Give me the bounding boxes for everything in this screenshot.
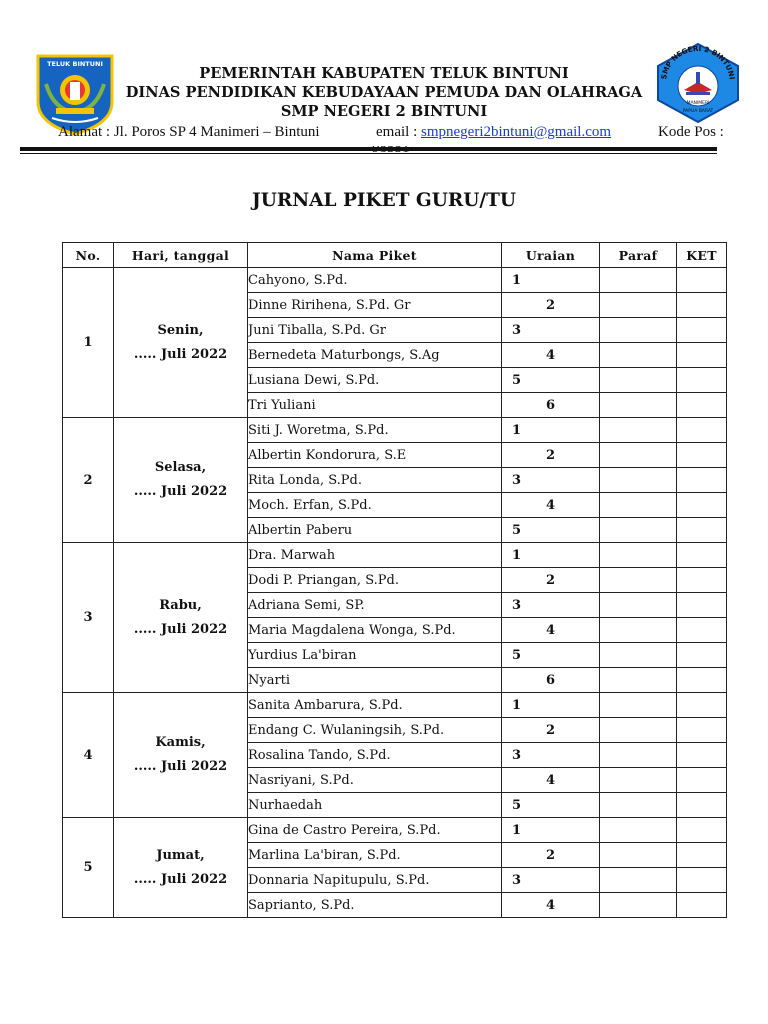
paraf-cell[interactable] — [600, 518, 677, 543]
smp-negeri-2-bintuni-seal — [654, 42, 742, 124]
uraian-cell: 1 — [502, 418, 600, 443]
row-number: 1 — [63, 268, 114, 418]
uraian-cell: 4 — [502, 493, 600, 518]
duty-name-cell: Marlina La'biran, S.Pd. — [248, 843, 502, 868]
uraian-cell: 3 — [502, 743, 600, 768]
paraf-cell[interactable] — [600, 893, 677, 918]
duty-name-cell: Juni Tiballa, S.Pd. Gr — [248, 318, 502, 343]
duty-name-cell: Donnaria Napitupulu, S.Pd. — [248, 868, 502, 893]
uraian-cell: 4 — [502, 768, 600, 793]
address-line — [58, 124, 738, 142]
duty-name-cell: Siti J. Woretma, S.Pd. — [248, 418, 502, 443]
day-date-cell — [114, 818, 248, 918]
uraian-cell: 6 — [502, 668, 600, 693]
paraf-cell[interactable] — [600, 593, 677, 618]
paraf-cell[interactable] — [600, 668, 677, 693]
ket-cell[interactable] — [677, 368, 727, 393]
day-name-text: Jumat — [156, 847, 201, 863]
duty-name-cell: Sanita Ambarura, S.Pd. — [248, 693, 502, 718]
ket-cell[interactable] — [677, 743, 727, 768]
paraf-cell[interactable] — [600, 793, 677, 818]
duty-name-cell: Nyarti — [248, 668, 502, 693]
duty-journal-table — [62, 242, 727, 918]
paraf-cell[interactable] — [600, 268, 677, 293]
ket-cell[interactable] — [677, 693, 727, 718]
paraf-cell[interactable] — [600, 818, 677, 843]
day-name: Senin, — [157, 322, 204, 338]
postcode-label: Kode Pos : — [658, 124, 724, 140]
day-name-text: Senin — [157, 322, 199, 338]
day-date-cell — [114, 268, 248, 418]
uraian-cell: 5 — [502, 793, 600, 818]
uraian-cell: 3 — [502, 468, 600, 493]
paraf-cell[interactable] — [600, 493, 677, 518]
paraf-cell[interactable] — [600, 543, 677, 568]
paraf-cell[interactable] — [600, 868, 677, 893]
duty-name-cell: Rosalina Tando, S.Pd. — [248, 743, 502, 768]
table-header-row — [63, 243, 727, 268]
ket-cell[interactable] — [677, 443, 727, 468]
email-link[interactable]: smpnegeri2bintuni@gmail.com — [421, 124, 612, 140]
table-row — [63, 693, 727, 718]
paraf-cell[interactable] — [600, 718, 677, 743]
duty-name-cell: Albertin Paberu — [248, 518, 502, 543]
duty-name-cell: Cahyono, S.Pd. — [248, 268, 502, 293]
header-paraf: Paraf — [600, 243, 677, 268]
paraf-cell[interactable] — [600, 568, 677, 593]
ket-cell[interactable] — [677, 568, 727, 593]
uraian-cell: 2 — [502, 568, 600, 593]
address-text: Alamat : Jl. Poros SP 4 Manimeri – Bintuni — [58, 124, 320, 140]
ket-cell[interactable] — [677, 593, 727, 618]
ket-cell[interactable] — [677, 818, 727, 843]
paraf-cell[interactable] — [600, 618, 677, 643]
duty-name-cell: Moch. Erfan, S.Pd. — [248, 493, 502, 518]
ket-cell[interactable] — [677, 768, 727, 793]
ket-cell[interactable] — [677, 518, 727, 543]
duty-name-cell: Saprianto, S.Pd. — [248, 893, 502, 918]
date-text: ..... Juli 2022 — [133, 484, 228, 499]
table-row — [63, 543, 727, 568]
row-number: 5 — [63, 818, 114, 918]
letterhead-rule-thick — [20, 147, 717, 151]
ket-cell[interactable] — [677, 393, 727, 418]
uraian-cell: 3 — [502, 318, 600, 343]
date-text: ..... Juli 2022 — [133, 759, 228, 774]
uraian-cell: 3 — [502, 868, 600, 893]
uraian-cell: 1 — [502, 818, 600, 843]
duty-name-cell: Lusiana Dewi, S.Pd. — [248, 368, 502, 393]
table-row — [63, 268, 727, 293]
day-name-text: Rabu — [159, 597, 198, 613]
right-logo-ring-text: SMP NEGERI 2 BINTUNI — [659, 43, 737, 81]
ket-cell[interactable] — [677, 793, 727, 818]
paraf-cell[interactable] — [600, 393, 677, 418]
duty-name-cell: Endang C. Wulaningsih, S.Pd. — [248, 718, 502, 743]
paraf-cell[interactable] — [600, 843, 677, 868]
uraian-cell: 2 — [502, 718, 600, 743]
uraian-cell: 2 — [502, 293, 600, 318]
document-title: JURNAL PIKET GURU/TU — [251, 190, 517, 211]
duty-name-cell: Dinne Ririhena, S.Pd. Gr — [248, 293, 502, 318]
letterhead — [110, 64, 658, 121]
day-date-cell — [114, 543, 248, 693]
ket-cell[interactable] — [677, 343, 727, 368]
ket-cell[interactable] — [677, 668, 727, 693]
ket-cell[interactable] — [677, 643, 727, 668]
ket-cell[interactable] — [677, 418, 727, 443]
day-name: Jumat, — [156, 847, 205, 863]
paraf-cell[interactable] — [600, 743, 677, 768]
ket-cell[interactable] — [677, 868, 727, 893]
ket-cell[interactable] — [677, 318, 727, 343]
uraian-cell: 2 — [502, 443, 600, 468]
duty-name-cell: Adriana Semi, SP. — [248, 593, 502, 618]
right-logo-inner-text-1: MANIMERI — [686, 101, 710, 106]
header-ket: KET — [677, 243, 727, 268]
duty-name-cell: Dra. Marwah — [248, 543, 502, 568]
ket-cell[interactable] — [677, 718, 727, 743]
day-date-cell — [114, 418, 248, 543]
duty-name-cell: Nasriyani, S.Pd. — [248, 768, 502, 793]
header-uraian: Uraian — [502, 243, 600, 268]
header-line-2: DINAS PENDIDIKAN KEBUDAYAAN PEMUDA DAN OLAHRAGA — [125, 84, 643, 101]
paraf-cell[interactable] — [600, 318, 677, 343]
ket-cell[interactable] — [677, 493, 727, 518]
email-group — [376, 124, 611, 141]
ket-cell[interactable] — [677, 468, 727, 493]
header-nama-piket: Nama Piket — [248, 243, 502, 268]
ket-cell[interactable] — [677, 293, 727, 318]
day-date-cell — [114, 693, 248, 818]
header-line-3: SMP NEGERI 2 BINTUNI — [280, 103, 488, 120]
header-line-1: PEMERINTAH KABUPATEN TELUK BINTUNI — [199, 65, 569, 82]
uraian-cell: 5 — [502, 518, 600, 543]
paraf-cell[interactable] — [600, 643, 677, 668]
ket-cell[interactable] — [677, 618, 727, 643]
row-number: 2 — [63, 418, 114, 543]
uraian-cell: 5 — [502, 368, 600, 393]
uraian-cell: 1 — [502, 693, 600, 718]
duty-name-cell: Tri Yuliani — [248, 393, 502, 418]
duty-name-cell: Dodi P. Priangan, S.Pd. — [248, 568, 502, 593]
paraf-cell[interactable] — [600, 768, 677, 793]
duty-name-cell: Bernedeta Maturbongs, S.Ag — [248, 343, 502, 368]
header-no: No. — [63, 243, 114, 268]
row-number: 4 — [63, 693, 114, 818]
duty-name-cell: Nurhaedah — [248, 793, 502, 818]
uraian-cell: 2 — [502, 843, 600, 868]
uraian-cell: 4 — [502, 343, 600, 368]
paraf-cell[interactable] — [600, 443, 677, 468]
ket-cell[interactable] — [677, 893, 727, 918]
date-text: ..... Juli 2022 — [133, 621, 228, 637]
date-text: ..... Juli 2022 — [133, 346, 228, 362]
uraian-cell: 4 — [502, 893, 600, 918]
uraian-cell: 6 — [502, 393, 600, 418]
ket-cell[interactable] — [677, 268, 727, 293]
right-logo-inner-text-2: PAPUA BARAT — [682, 109, 714, 114]
table-row — [63, 418, 727, 443]
left-logo-caption: TELUK BINTUNI — [47, 60, 103, 68]
duty-name-cell: Albertin Kondorura, S.E — [248, 443, 502, 468]
duty-name-cell: Maria Magdalena Wonga, S.Pd. — [248, 618, 502, 643]
day-name: Rabu, — [159, 597, 202, 613]
uraian-cell: 1 — [502, 268, 600, 293]
uraian-cell: 5 — [502, 643, 600, 668]
day-name: Kamis, — [155, 735, 206, 750]
day-name-text: Kamis — [155, 735, 202, 750]
uraian-cell: 4 — [502, 618, 600, 643]
uraian-cell: 3 — [502, 593, 600, 618]
header-hari-tanggal: Hari, tanggal — [114, 243, 248, 268]
email-label: email : — [376, 124, 418, 140]
ket-cell[interactable] — [677, 543, 727, 568]
date-text: ..... Juli 2022 — [133, 871, 228, 887]
paraf-cell[interactable] — [600, 693, 677, 718]
ket-cell[interactable] — [677, 843, 727, 868]
paraf-cell[interactable] — [600, 468, 677, 493]
day-name-text: Selasa — [154, 460, 202, 475]
row-number: 3 — [63, 543, 114, 693]
paraf-cell[interactable] — [600, 368, 677, 393]
paraf-cell[interactable] — [600, 293, 677, 318]
table-row — [63, 818, 727, 843]
uraian-cell: 1 — [502, 543, 600, 568]
duty-name-cell: Gina de Castro Pereira, S.Pd. — [248, 818, 502, 843]
letterhead-rule-thin — [20, 153, 717, 154]
duty-name-cell: Yurdius La'biran — [248, 643, 502, 668]
paraf-cell[interactable] — [600, 418, 677, 443]
table-body — [63, 268, 727, 918]
duty-name-cell: Rita Londa, S.Pd. — [248, 468, 502, 493]
day-name: Selasa, — [154, 460, 207, 475]
paraf-cell[interactable] — [600, 343, 677, 368]
